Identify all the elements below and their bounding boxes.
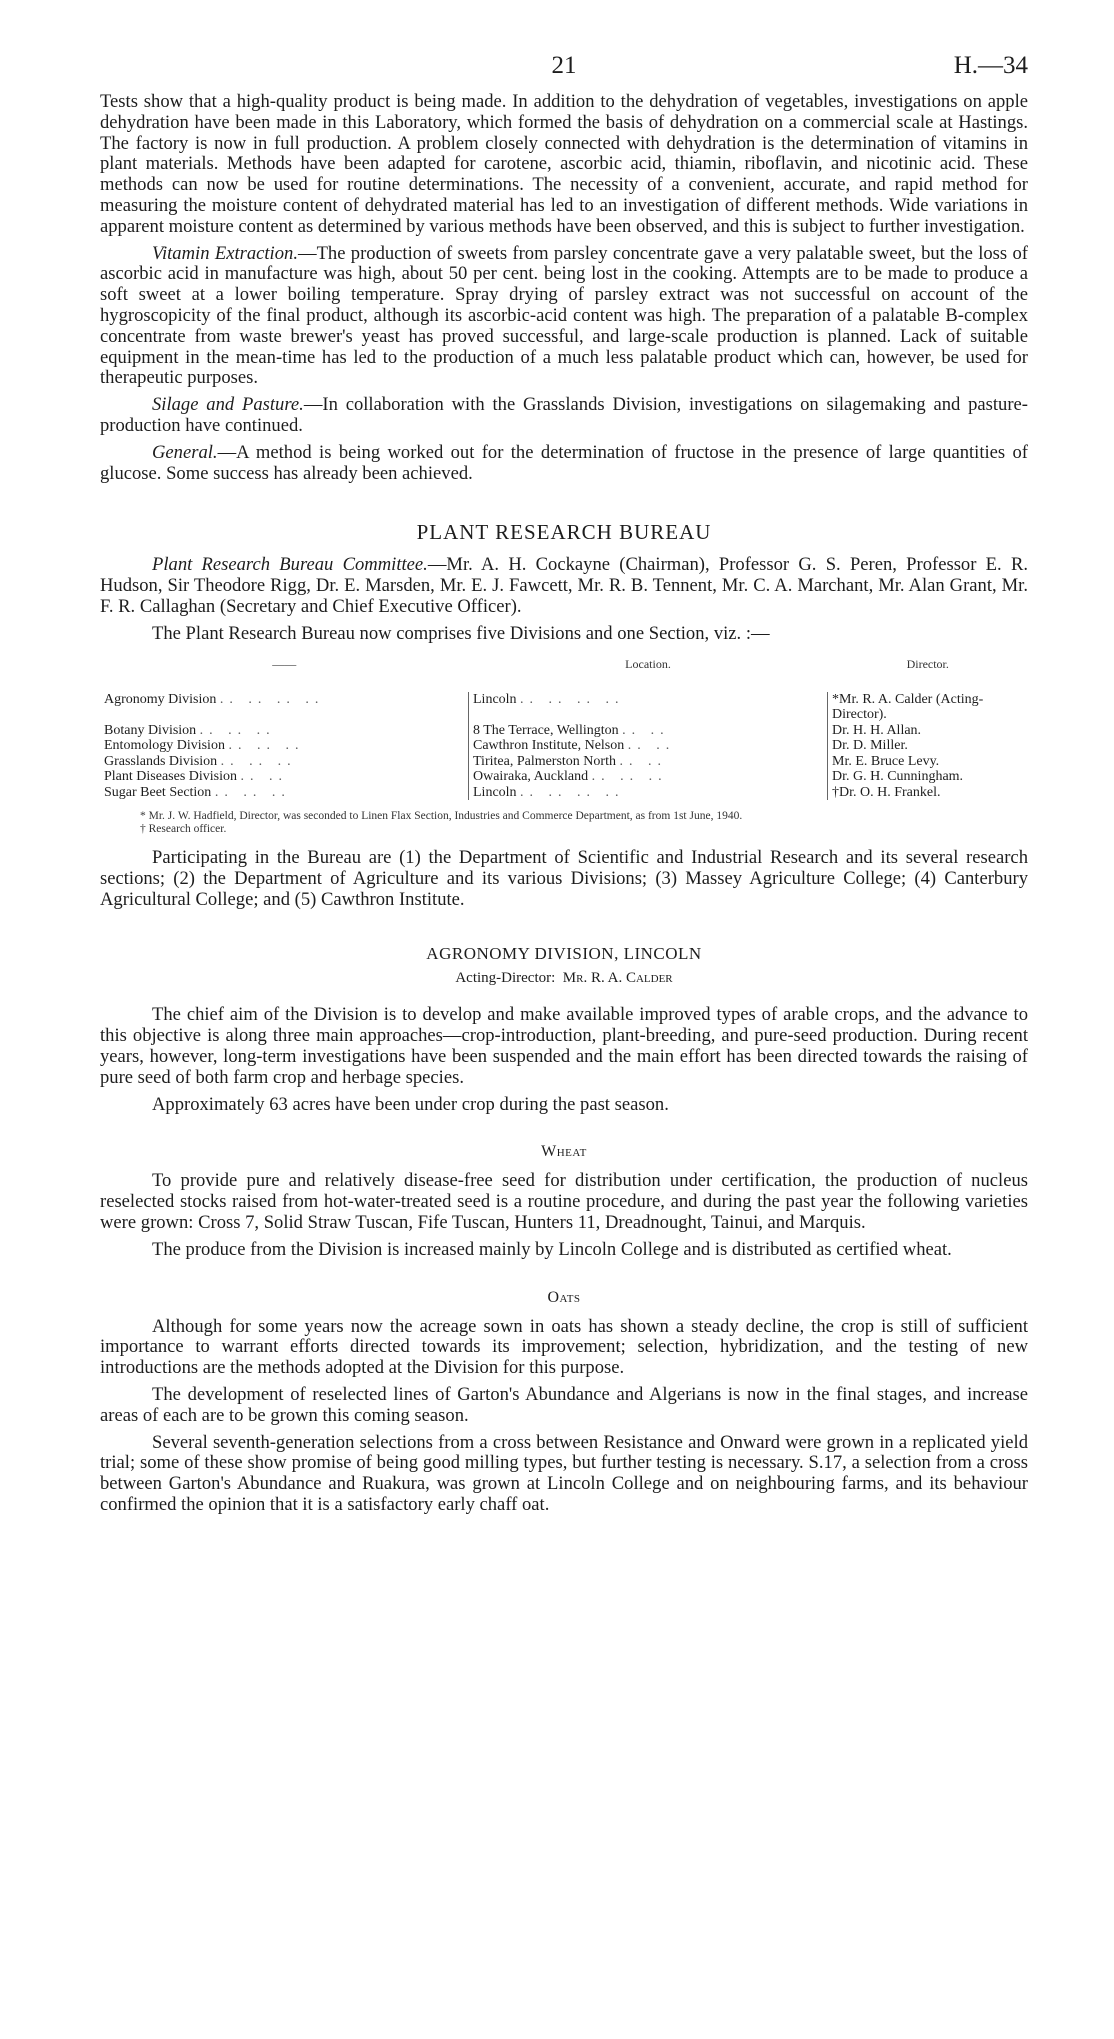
comprises-paragraph: The Plant Research Bureau now comprises five Divisions and one Section, viz. :—: [152, 622, 770, 644]
committee-heading: Plant Research Bureau Committee.: [152, 554, 428, 576]
oats-paragraph: The development of reselected lines of Garton's Abundance and Algerians is now in the final stages, and increase areas of each are to be grown this coming season.: [100, 1383, 1028, 1426]
agronomy-paragraph: Approximately 63 acres have been under crop during the past season.: [152, 1093, 669, 1115]
wheat-paragraph: The produce from the Division is increased mainly by Lincoln College and is distributed as certified wheat.: [152, 1238, 952, 1260]
bureau-title: PLANT RESEARCH BUREAU: [416, 520, 712, 545]
director-label: Acting-Director:: [455, 970, 556, 987]
table-row: [100, 738, 1028, 754]
vitamin-extraction-heading: Vitamin Extraction.: [152, 242, 298, 264]
participating-paragraph: Participating in the Bureau are (1) the Department of Scientific and Industrial Research and its several research sections; (2) the Department of Agriculture and its various Divisions; (3) Massey Agriculture College; (4) Canterbury Agricultural College; and (5) Cawthron Institute.: [100, 847, 1028, 910]
location-cell: Lincoln .. .. .. ..: [469, 785, 828, 801]
table-row: [100, 723, 1028, 739]
wheat-paragraph: To provide pure and relatively disease-free seed for distribution under certification, the production of nucleus reselected stocks raised from hot-water-treated seed is a routine procedure, and during the past year the following varieties were grown: Cross 7, Solid Straw Tuscan, Fife Tuscan, Hunters 11, Dreadnought, Tainui, and Marquis.: [100, 1170, 1028, 1233]
table-row: [100, 769, 1028, 785]
director-cell: *Mr. R. A. Calder (Acting-Director).: [828, 692, 1029, 723]
location-cell: Cawthron Institute, Nelson .. ..: [469, 738, 828, 754]
division-cell: Botany Division .. .. ..: [104, 722, 276, 738]
table-header-row: [100, 651, 1028, 692]
table-header-location: Location.: [625, 656, 671, 671]
dehydration-paragraph: Tests show that a high-quality product is being made. In addition to the dehydration of vegetables, investigations on apple dehydration have been made in this Laboratory, which formed the basis of dehydration on a commercial scale at Hastings. The factory is now in full production. A problem closely connected with dehydration is the determination of vitamins in plant materials. Methods have been adapted for carotene, ascorbic acid, thiamin, riboflavin, and nicotinic acid. These methods can now be used for routine determinations. The necessity of a convenient, accurate, and rapid method for measuring the moisture content of dehydrated material has led to an investigation of different methods. Wide variations in apparent moisture content as determined by various methods have been observed, and this is subject to further investigation.: [100, 91, 1028, 237]
silage-text: —In collaboration with the Grasslands Division, investigations on silagemaking and pasture-production have continued.: [100, 394, 1028, 436]
silage-heading: Silage and Pasture.: [152, 394, 304, 416]
oats-heading: Oats: [547, 1288, 581, 1306]
table-row: [100, 785, 1028, 801]
location-cell: Owairaka, Auckland .. .. ..: [469, 769, 828, 785]
document-reference: H.—34: [953, 52, 1028, 79]
director-cell: Dr. H. H. Allan.: [828, 723, 1029, 739]
agronomy-director-line: [100, 970, 1028, 987]
location-cell: 8 The Terrace, Wellington .. ..: [469, 723, 828, 739]
page-header: [100, 52, 1028, 92]
division-cell: Agronomy Division .. .. .. ..: [104, 691, 325, 707]
director-cell: Dr. G. H. Cunningham.: [828, 769, 1029, 785]
table-footnotes: [140, 810, 1028, 836]
division-cell: Entomology Division .. .. ..: [104, 738, 305, 754]
oats-paragraph: Although for some years now the acreage sown in oats has shown a steady decline, the crop is still of sufficient importance to warrant efforts directed towards its improvement; selection, hybridization, and the testing of new introductions are the methods adopted at the Division for this purpose.: [100, 1315, 1028, 1379]
document-page: [100, 52, 1028, 1522]
location-cell: Lincoln .. .. .. ..: [469, 692, 828, 723]
committee-paragraph: [100, 555, 1028, 617]
table-header-division: ——: [272, 656, 297, 671]
table-header-director: Director.: [906, 656, 949, 671]
division-cell: Plant Diseases Division .. ..: [104, 769, 288, 785]
page-number: 21: [551, 52, 577, 79]
director-cell: Mr. E. Bruce Levy.: [828, 754, 1029, 770]
table-row: [100, 754, 1028, 770]
general-paragraph: [100, 443, 1028, 485]
table-row: [100, 692, 1028, 723]
director-name: Mr. R. A. Calder: [562, 970, 673, 987]
general-text: —A method is being worked out for the determination of fructose in the presence of large quantities of glucose. Some success has already been achieved.: [100, 441, 1028, 484]
director-cell: Dr. D. Miller.: [828, 738, 1029, 754]
vitamin-extraction-text: —The production of sweets from parsley concentrate gave a very palatable sweet, but the loss of ascorbic acid in manufacture was high, about 50 per cent. being lost in the cooking. Attempts are to be made to produce a soft sweet at a lower boiling temperature. Spray drying of parsley extract was not successful on account of the hygroscopicity of the final product, although its ascorbic-acid content was high. The preparation of a palatable B-complex concentrate from waste brewer's yeast has proved successful, and large-scale production is planned. Lack of suitable equipment in the mean-time has led to the production of a much less palatable product which can, however, be used for therapeutic purposes.: [100, 242, 1028, 389]
vitamin-extraction-paragraph: [100, 244, 1028, 390]
committee-text: —Mr. A. H. Cockayne (Chairman), Professor G. S. Peren, Professor E. R. Hudson, Sir Theodore Rigg, Dr. E. Marsden, Mr. E. J. Fawcett, Mr. R. B. Tennent, Mr. C. A. Marchant, Mr. Alan Grant, Mr. F. R. Callaghan (Secretary and Chief Executive Officer).: [100, 554, 1028, 617]
agronomy-title: AGRONOMY DIVISION, LINCOLN: [426, 944, 702, 964]
divisions-table: [100, 651, 1028, 801]
general-heading: General.: [152, 441, 218, 463]
agronomy-paragraph: The chief aim of the Division is to develop and make available improved types of arable crops, and the advance to this objective is along three main approaches—crop-introduction, plant-breeding, and pure-seed production. During recent years, however, long-term investigations have been suspended and the main effort has been directed towards the raising of pure seed of both farm crop and herbage species.: [100, 1004, 1028, 1088]
oats-paragraph: Several seventh-generation selections from a cross between Resistance and Onward were grown in a replicated yield trial; some of these show promise of being good milling types, but further testing is necessary. S.17, a selection from a cross between Garton's Abundance and Ruakura, was grown at Lincoln College and on neighbouring farms, and its behaviour confirmed the opinion that it is a satisfactory early chaff oat.: [100, 1431, 1028, 1515]
footnote: * Mr. J. W. Hadfield, Director, was seconded to Linen Flax Section, Industries and Commerce Department, as from 1st June, 1940.: [140, 810, 743, 823]
division-cell: Grasslands Division .. .. ..: [104, 753, 297, 769]
wheat-heading: Wheat: [541, 1143, 587, 1161]
director-cell: †Dr. O. H. Frankel.: [828, 785, 1029, 801]
division-cell: Sugar Beet Section .. .. ..: [104, 784, 291, 800]
location-cell: Tiritea, Palmerston North .. ..: [469, 754, 828, 770]
silage-paragraph: [100, 395, 1028, 437]
footnote: † Research officer.: [140, 823, 227, 836]
